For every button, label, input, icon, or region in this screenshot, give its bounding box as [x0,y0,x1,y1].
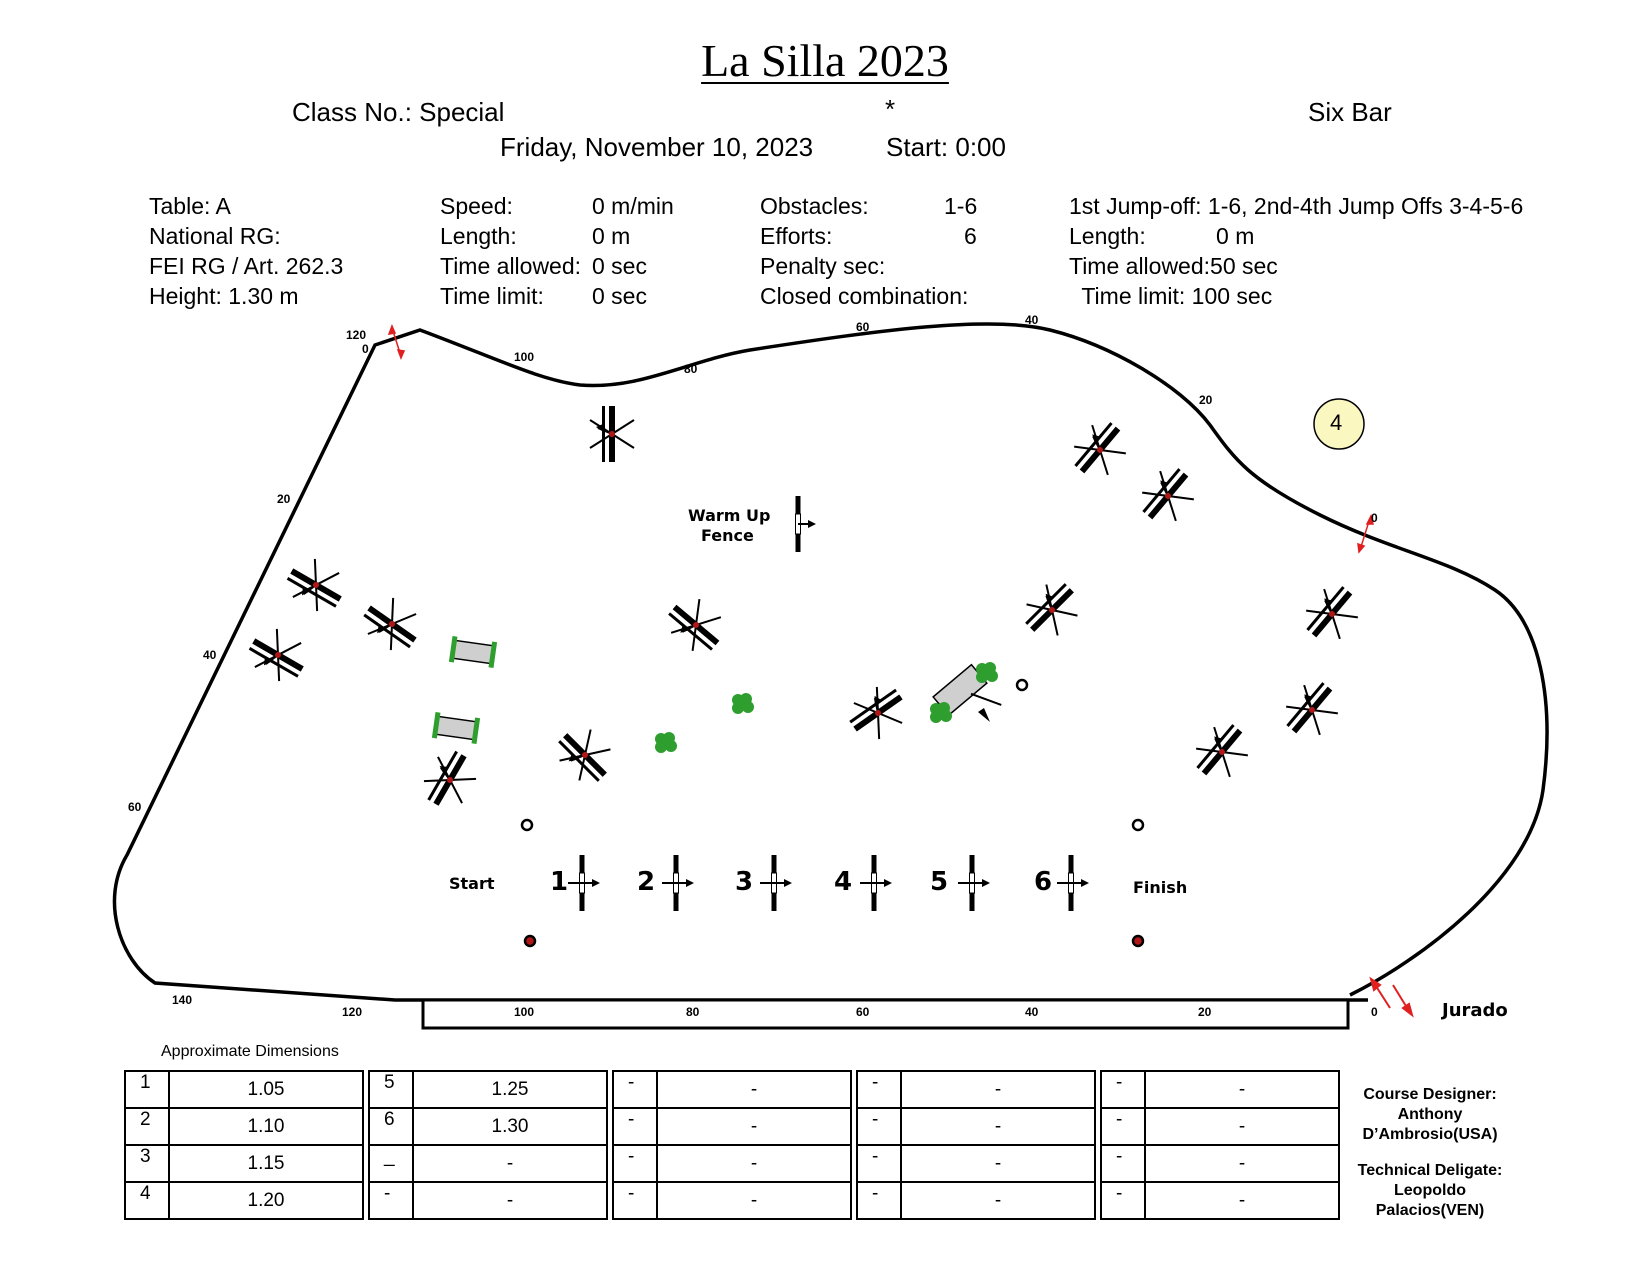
fence-3 [760,855,792,911]
fence-height-cell: - [657,1071,851,1108]
fence-number-cell: 3 [125,1145,169,1182]
jump-lower-left-2 [417,745,483,815]
water-jump-3-arrow [978,708,990,722]
jump-lower-left-1 [550,720,621,791]
bush-1 [732,693,754,714]
obstacles-value: 1-6 [944,193,978,219]
jump-center-1 [660,590,731,660]
jump-center-2 [842,679,913,747]
scale-bottom-140: 140 [172,993,193,1007]
designer-title: Course Designer: [1363,1086,1497,1103]
scale-top-80: 80 [684,362,698,376]
scale-left-60: 60 [128,800,142,814]
scale-bottom-100: 100 [514,1005,535,1019]
jump-right-3 [1187,716,1257,787]
fence-height-cell: 1.20 [169,1182,363,1219]
scale-left-20: 20 [277,492,291,506]
designer-name-2: D’Ambrosio(USA) [1362,1126,1498,1143]
bush-2 [655,732,677,753]
fence-4 [860,855,892,911]
fence-height-cell: - [657,1182,851,1219]
fence-height-cell: 1.30 [413,1108,607,1145]
warm-up-label-1: Warm Up [688,506,771,525]
jump-right-2 [1277,674,1347,745]
fence-height-cell: - [1145,1071,1339,1108]
dimensions-caption: Approximate Dimensions [161,1043,339,1060]
class-name: Six Bar [1308,97,1392,127]
scale-bottom-60: 60 [856,1005,870,1019]
dimensions-table [124,1070,1340,1220]
fence-number-4: 4 [834,867,853,897]
fence-height-cell: - [901,1071,1095,1108]
dimensions-row [125,1071,1339,1108]
jump-left-3 [243,622,313,688]
fence-height-cell: 1.15 [169,1145,363,1182]
delegate-name-2: Palacios(VEN) [1375,1202,1485,1219]
fei-rg: FEI RG / Art. 262.3 [149,253,344,279]
finish-label: Finish [1133,878,1188,897]
jumpoff-time-limit: Time limit: 100 sec [1069,283,1273,309]
fence-number-cell: _ [369,1145,413,1182]
start-marker-top [522,820,532,830]
time-allowed-label: Time allowed: [440,253,582,279]
fence-number-3: 3 [735,867,754,897]
efforts-value: 6 [964,223,977,249]
speed-value: 0 m/min [592,193,674,219]
fence-number-cell: - [613,1071,657,1108]
water-jump-1 [451,636,494,667]
fence-height-cell: - [901,1145,1095,1182]
table-type: Table: A [149,193,231,219]
fence-number-cell: - [613,1182,657,1219]
start-label: Start [449,874,495,893]
jump-top-right-2 [1133,460,1203,531]
scale-bottom-0: 0 [1371,1005,1378,1019]
fence-number-cell: 5 [369,1071,413,1108]
fence-number-2: 2 [637,867,656,897]
badge-number: 4 [1330,410,1343,435]
scale-top-120: 120 [346,328,367,342]
jumpoff-length: Length: 0 m [1069,223,1255,249]
jurado-label: Jurado [1442,1000,1508,1021]
obstacles-label: Obstacles: [760,193,869,219]
scale-bottom-20: 20 [1198,1005,1212,1019]
fence-number-cell: - [369,1182,413,1219]
gate-arrow-top-left [389,326,404,358]
scale-bottom-80: 80 [686,1005,700,1019]
marker-1 [1017,680,1027,690]
fence-height-cell: 1.10 [169,1108,363,1145]
jump-left-2 [356,590,427,658]
class-number: Class No.: Special [292,97,505,127]
fence-height-cell: - [413,1145,607,1182]
length-value: 0 m [592,223,631,249]
fence-2 [662,855,694,911]
height: Height: 1.30 m [149,283,299,309]
fence-number-cell: - [613,1145,657,1182]
water-jump-2 [434,712,477,743]
class-star: * [885,94,896,124]
jump-left-1 [281,552,351,618]
jump-top-right-1 [1065,414,1135,485]
fence-height-cell: - [413,1182,607,1219]
national-rg: National RG: [149,223,281,249]
fence-height-cell: - [657,1145,851,1182]
fence-number-cell: 1 [125,1071,169,1108]
finish-marker-top [1133,820,1143,830]
start-marker-bottom [525,936,535,946]
warm-up-fence [796,496,817,552]
scale-top-0a: 0 [362,342,369,356]
fence-height-cell: - [901,1108,1095,1145]
dimensions-row [125,1145,1339,1182]
bush-4 [930,702,952,723]
scale-top-0b: 0 [1371,511,1378,525]
fence-height-cell: 1.05 [169,1071,363,1108]
fence-height-cell: - [1145,1145,1339,1182]
fence-height-cell: - [901,1182,1095,1219]
dimensions-row [125,1108,1339,1145]
jump-right-1 [1297,578,1367,649]
start-time: Start: 0:00 [886,132,1006,162]
fence-5 [958,855,990,911]
fence-number-cell: - [857,1071,901,1108]
efforts-label: Efforts: [760,223,833,249]
closed-combination-label: Closed combination: [760,283,969,309]
designer-name: Anthony [1397,1106,1463,1123]
scale-bottom-120: 120 [342,1005,363,1019]
scale-top-60: 60 [856,320,870,334]
scale-bottom-40: 40 [1025,1005,1039,1019]
fence-number-cell: - [857,1108,901,1145]
jumpoff-info: 1st Jump-off: 1-6, 2nd-4th Jump Offs 3-4-5-6 [1069,193,1524,219]
time-limit-value: 0 sec [592,283,647,309]
bush-3 [976,662,998,683]
fence-number-cell: - [1101,1182,1145,1219]
jump-center-right [1017,575,1088,646]
warm-up-label-2: Fence [701,526,754,545]
fence-number-cell: - [857,1182,901,1219]
fence-number-6: 6 [1034,867,1053,897]
fence-height-cell: - [1145,1182,1339,1219]
finish-marker-bottom [1133,936,1143,946]
fence-height-cell: - [657,1108,851,1145]
fence-number-cell: - [1101,1145,1145,1182]
dimensions-row [125,1182,1339,1219]
fence-number-cell: - [1101,1071,1145,1108]
credits [1330,1085,1530,1221]
fence-number-5: 5 [930,867,949,897]
fence-number-cell: - [1101,1108,1145,1145]
fence-1 [568,855,600,911]
scale-top-20: 20 [1199,393,1213,407]
fence-height-cell: 1.25 [413,1071,607,1108]
delegate-name: Leopoldo [1394,1182,1466,1199]
time-allowed-value: 0 sec [592,253,647,279]
scale-top-40: 40 [1025,313,1039,327]
speed-label: Speed: [440,193,513,219]
fence-number-cell: 6 [369,1108,413,1145]
scale-left-40: 40 [203,648,217,662]
jumpoff-time-allowed: Time allowed:50 sec [1069,253,1278,279]
fence-number-cell: - [613,1108,657,1145]
course-title: La Silla 2023 [701,35,949,86]
penalty-label: Penalty sec: [760,253,886,279]
fence-number-cell: - [857,1145,901,1182]
delegate-title: Technical Deligate: [1357,1162,1503,1179]
scale-top-100: 100 [514,350,535,364]
time-limit-label: Time limit: [440,283,544,309]
fence-number-1: 1 [550,867,569,897]
fence-number-cell: 4 [125,1182,169,1219]
fence-6 [1057,855,1089,911]
jump-top-center [590,406,634,462]
fence-height-cell: - [1145,1108,1339,1145]
length-label: Length: [440,223,517,249]
fence-number-cell: 2 [125,1108,169,1145]
event-date: Friday, November 10, 2023 [500,132,814,162]
